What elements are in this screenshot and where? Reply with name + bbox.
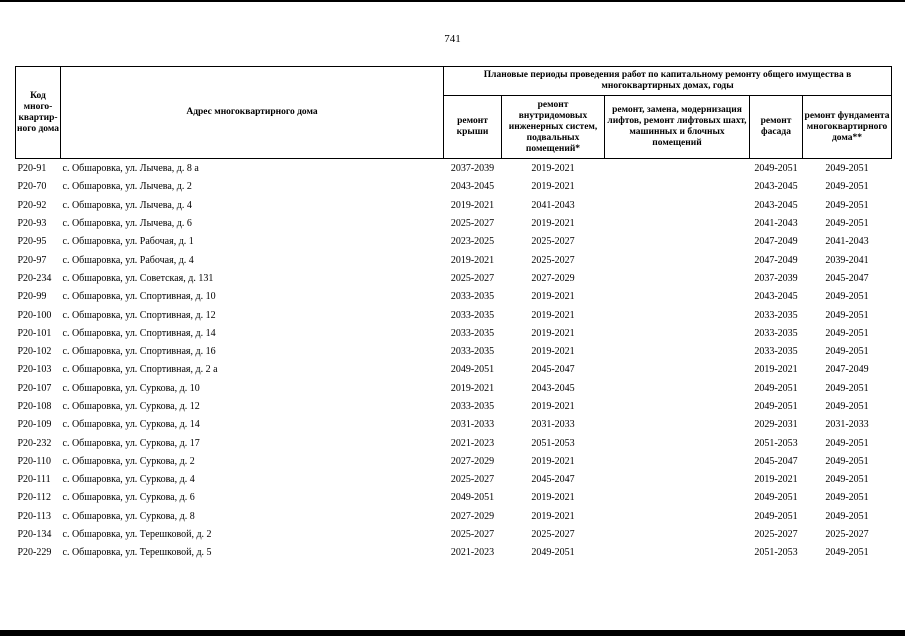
cell-address: с. Обшаровка, ул. Рабочая, д. 4 <box>62 254 194 266</box>
header-code: Код много-квартир-ного дома <box>16 67 61 159</box>
cell-facade: 2043-2045 <box>754 199 798 211</box>
cell-facade: 2049-2051 <box>754 382 798 394</box>
cell-facade: 2041-2043 <box>754 218 798 230</box>
cell-address: с. Обшаровка, ул. Спортивная, д. 16 <box>62 346 216 358</box>
cell-facade: 2033-2035 <box>754 346 798 358</box>
header-periods: Плановые периоды проведения работ по капитальному ремонту общего имущества в многоквартирных домах, годы <box>444 67 892 96</box>
cell-address: с. Обшаровка, ул. Суркова, д. 2 <box>62 455 195 467</box>
cell-foundation: 2049-2051 <box>825 181 869 193</box>
cell-lifts <box>605 453 750 471</box>
table-row <box>16 380 892 398</box>
cell-foundation: 2049-2051 <box>825 437 869 449</box>
cell-foundation: 2049-2051 <box>825 327 869 339</box>
cell-roof: 2043-2045 <box>450 181 495 193</box>
cell-code: Р20-110 <box>17 455 52 467</box>
cell-roof: 2025-2027 <box>450 272 495 284</box>
cell-roof: 2021-2023 <box>450 437 495 449</box>
cell-code: Р20-108 <box>17 401 52 412</box>
cell-facade: 2043-2045 <box>754 291 798 303</box>
table-row <box>16 178 892 196</box>
cell-lifts <box>605 508 750 526</box>
table-row <box>16 489 892 507</box>
cell-code: Р20-100 <box>17 309 52 321</box>
cell-systems: 2051-2053 <box>531 437 575 449</box>
cell-address: с. Обшаровка, ул. Спортивная, д. 12 <box>62 309 216 321</box>
cell-lifts <box>605 288 750 306</box>
cell-foundation: 2049-2051 <box>825 309 869 321</box>
cell-roof: 2037-2039 <box>450 163 495 175</box>
cell-code: Р20-99 <box>17 291 47 303</box>
cell-facade: 2049-2051 <box>754 510 798 522</box>
cell-address: с. Обшаровка, ул. Рабочая, д. 1 <box>62 236 194 248</box>
cell-code: Р20-102 <box>17 346 52 358</box>
cell-roof: 2019-2021 <box>450 254 495 266</box>
top-rule <box>0 0 905 2</box>
cell-address: с. Обшаровка, ул. Суркова, д. 4 <box>62 474 195 486</box>
cell-foundation: 2031-2033 <box>825 419 869 431</box>
cell-systems: 2041-2043 <box>531 199 575 211</box>
cell-systems: 2045-2047 <box>531 364 575 376</box>
cell-systems: 2019-2021 <box>531 327 575 339</box>
cell-systems: 2043-2045 <box>531 382 575 394</box>
cell-facade: 2045-2047 <box>754 455 798 467</box>
cell-facade: 2037-2039 <box>754 272 798 284</box>
cell-facade: 2019-2021 <box>754 474 798 486</box>
cell-roof: 2027-2029 <box>450 510 495 522</box>
cell-lifts <box>605 398 750 416</box>
repair-schedule-table <box>15 66 892 563</box>
header-foundation: ремонт фундамента многоквартирного дома** <box>803 96 892 159</box>
table-row <box>16 270 892 288</box>
cell-facade: 2043-2045 <box>754 181 798 193</box>
cell-foundation: 2049-2051 <box>825 291 869 303</box>
cell-systems: 2019-2021 <box>531 455 575 467</box>
cell-lifts <box>605 270 750 288</box>
cell-foundation: 2039-2041 <box>825 254 869 266</box>
cell-address: с. Обшаровка, ул. Спортивная, д. 14 <box>62 327 216 339</box>
cell-foundation: 2049-2051 <box>825 346 869 358</box>
cell-foundation: 2041-2043 <box>825 236 869 248</box>
cell-code: Р20-92 <box>17 199 47 211</box>
table-header <box>16 67 892 159</box>
cell-systems: 2025-2027 <box>531 529 575 541</box>
cell-foundation: 2045-2047 <box>825 272 869 284</box>
cell-facade: 2025-2027 <box>754 529 798 541</box>
cell-roof: 2049-2051 <box>450 364 495 376</box>
cell-address: с. Обшаровка, ул. Суркова, д. 17 <box>62 437 200 449</box>
cell-systems: 2025-2027 <box>531 254 575 266</box>
cell-roof: 2023-2025 <box>450 236 495 248</box>
table-row <box>16 215 892 233</box>
cell-lifts <box>605 159 750 179</box>
cell-roof: 2025-2027 <box>450 218 495 230</box>
cell-code: Р20-112 <box>17 492 52 504</box>
cell-lifts <box>605 306 750 324</box>
table-row <box>16 508 892 526</box>
cell-roof: 2033-2035 <box>450 309 495 321</box>
cell-systems: 2019-2021 <box>531 218 575 230</box>
cell-roof: 2033-2035 <box>450 327 495 339</box>
cell-systems: 2025-2027 <box>531 236 575 248</box>
table-row <box>16 434 892 452</box>
cell-address: с. Обшаровка, ул. Суркова, д. 10 <box>62 382 200 394</box>
header-systems: ремонт внутридомовых инженерных систем, подвальных помещений* <box>502 96 605 159</box>
cell-facade: 2049-2051 <box>754 401 798 412</box>
cell-foundation: 2049-2051 <box>825 474 869 486</box>
cell-systems: 2019-2021 <box>531 163 575 175</box>
cell-systems: 2019-2021 <box>531 181 575 193</box>
cell-address: с. Обшаровка, ул. Суркова, д. 12 <box>62 401 200 412</box>
cell-lifts <box>605 233 750 251</box>
cell-roof: 2031-2033 <box>450 419 495 431</box>
cell-code: Р20-134 <box>17 529 52 541</box>
header-roof: ремонт крыши <box>444 96 502 159</box>
cell-foundation: 2049-2051 <box>825 547 869 559</box>
cell-address: с. Обшаровка, ул. Советская, д. 131 <box>62 272 214 284</box>
table-row <box>16 526 892 544</box>
cell-systems: 2019-2021 <box>531 346 575 358</box>
cell-address: с. Обшаровка, ул. Суркова, д. 14 <box>62 419 200 431</box>
cell-systems: 2027-2029 <box>531 272 575 284</box>
table-row <box>16 544 892 562</box>
table-row <box>16 306 892 324</box>
cell-code: Р20-107 <box>17 382 52 394</box>
cell-facade: 2047-2049 <box>754 236 798 248</box>
cell-address: с. Обшаровка, ул. Лычева, д. 2 <box>62 181 192 193</box>
cell-code: Р20-103 <box>17 364 52 376</box>
cell-foundation: 2049-2051 <box>825 492 869 504</box>
cell-roof: 2049-2051 <box>450 492 495 504</box>
table-row <box>16 453 892 471</box>
cell-systems: 2049-2051 <box>531 547 575 559</box>
cell-systems: 2019-2021 <box>531 309 575 321</box>
cell-code: Р20-229 <box>17 547 52 559</box>
cell-lifts <box>605 380 750 398</box>
cell-address: с. Обшаровка, ул. Суркова, д. 8 <box>62 510 195 522</box>
cell-facade: 2033-2035 <box>754 309 798 321</box>
cell-roof: 2025-2027 <box>450 474 495 486</box>
cell-address: с. Обшаровка, ул. Терешковой, д. 2 <box>62 529 212 541</box>
cell-foundation: 2025-2027 <box>825 529 869 541</box>
cell-lifts <box>605 343 750 361</box>
cell-code: Р20-93 <box>17 218 47 230</box>
cell-roof: 2019-2021 <box>450 382 495 394</box>
cell-facade: 2033-2035 <box>754 327 798 339</box>
table-body <box>16 159 892 563</box>
cell-lifts <box>605 178 750 196</box>
cell-code: Р20-232 <box>17 437 52 449</box>
cell-code: Р20-111 <box>17 474 51 486</box>
cell-roof: 2021-2023 <box>450 547 495 559</box>
cell-systems: 2045-2047 <box>531 474 575 486</box>
cell-systems: 2031-2033 <box>531 419 575 431</box>
cell-foundation: 2047-2049 <box>825 364 869 376</box>
cell-systems: 2019-2021 <box>531 510 575 522</box>
table-row <box>16 325 892 343</box>
header-facade: ремонт фасада <box>750 96 803 159</box>
cell-roof: 2025-2027 <box>450 529 495 541</box>
cell-code: Р20-113 <box>17 510 52 522</box>
cell-facade: 2047-2049 <box>754 254 798 266</box>
table-row <box>16 361 892 379</box>
cell-facade: 2051-2053 <box>754 437 798 449</box>
cell-foundation: 2049-2051 <box>825 382 869 394</box>
cell-foundation: 2049-2051 <box>825 163 869 175</box>
cell-lifts <box>605 215 750 233</box>
cell-code: Р20-101 <box>17 327 52 339</box>
cell-lifts <box>605 325 750 343</box>
cell-foundation: 2049-2051 <box>825 199 869 211</box>
cell-address: с. Обшаровка, ул. Спортивная, д. 2 а <box>62 364 218 376</box>
cell-lifts <box>605 471 750 489</box>
cell-facade: 2019-2021 <box>754 364 798 376</box>
cell-systems: 2019-2021 <box>531 291 575 303</box>
table-row <box>16 343 892 361</box>
cell-systems: 2019-2021 <box>531 401 575 412</box>
table-row <box>16 233 892 251</box>
cell-foundation: 2049-2051 <box>825 401 869 412</box>
table-row <box>16 197 892 215</box>
cell-address: с. Обшаровка, ул. Суркова, д. 6 <box>62 492 195 504</box>
cell-roof: 2033-2035 <box>450 401 495 412</box>
cell-lifts <box>605 434 750 452</box>
cell-facade: 2049-2051 <box>754 163 798 175</box>
cell-address: с. Обшаровка, ул. Лычева, д. 6 <box>62 218 192 230</box>
cell-code: Р20-97 <box>17 254 47 266</box>
bottom-rule <box>0 630 905 636</box>
cell-lifts <box>605 526 750 544</box>
cell-lifts <box>605 197 750 215</box>
table-row <box>16 251 892 269</box>
cell-code: Р20-109 <box>17 419 52 431</box>
cell-address: с. Обшаровка, ул. Лычева, д. 8 а <box>62 163 199 175</box>
cell-lifts <box>605 544 750 562</box>
header-address: Адрес многоквартирного дома <box>61 67 444 159</box>
cell-roof: 2033-2035 <box>450 291 495 303</box>
cell-foundation: 2049-2051 <box>825 218 869 230</box>
page-number: 741 <box>444 33 461 45</box>
cell-code: Р20-70 <box>17 181 47 193</box>
cell-address: с. Обшаровка, ул. Лычева, д. 4 <box>62 199 192 211</box>
table-row <box>16 471 892 489</box>
cell-code: Р20-95 <box>17 236 47 248</box>
cell-roof: 2019-2021 <box>450 199 495 211</box>
table-row <box>16 159 892 179</box>
cell-lifts <box>605 361 750 379</box>
cell-lifts <box>605 416 750 434</box>
cell-roof: 2033-2035 <box>450 346 495 358</box>
cell-facade: 2049-2051 <box>754 492 798 504</box>
cell-code: Р20-91 <box>17 163 47 175</box>
cell-lifts <box>605 489 750 507</box>
cell-address: с. Обшаровка, ул. Терешковой, д. 5 <box>62 547 212 559</box>
cell-systems: 2019-2021 <box>531 492 575 504</box>
table-row <box>16 398 892 416</box>
table-row <box>16 288 892 306</box>
cell-code: Р20-234 <box>17 272 52 284</box>
cell-lifts <box>605 251 750 269</box>
cell-facade: 2029-2031 <box>754 419 798 431</box>
table-row <box>16 416 892 434</box>
cell-facade: 2051-2053 <box>754 547 798 559</box>
header-lifts: ремонт, замена, модернизация лифтов, ремонт лифтовых шахт, машинных и блочных помещений <box>605 96 750 159</box>
cell-address: с. Обшаровка, ул. Спортивная, д. 10 <box>62 291 216 303</box>
cell-foundation: 2049-2051 <box>825 455 869 467</box>
cell-foundation: 2049-2051 <box>825 510 869 522</box>
cell-roof: 2027-2029 <box>450 455 495 467</box>
